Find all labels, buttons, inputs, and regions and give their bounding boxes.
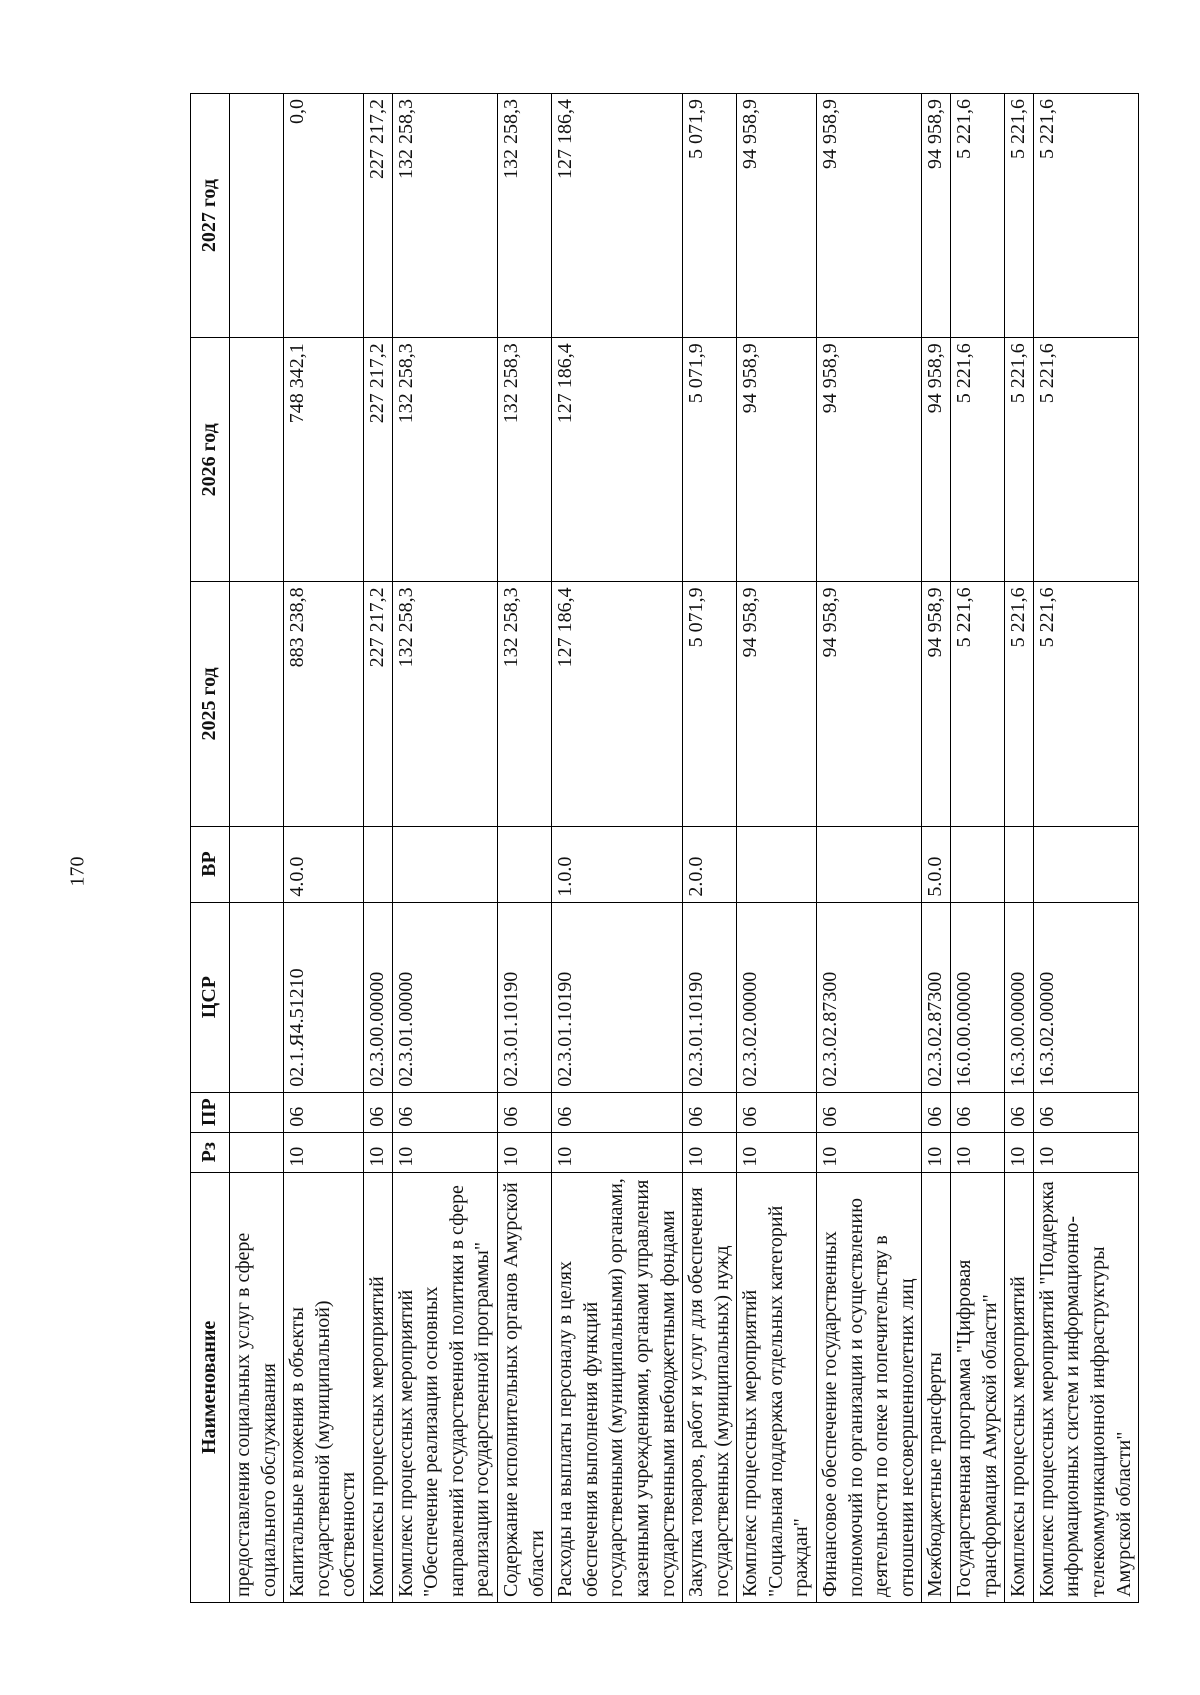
table-row bbox=[1005, 94, 1034, 1603]
cell-y2026: 94 958,9 bbox=[922, 338, 951, 582]
cell-rz: 10 bbox=[392, 1132, 497, 1172]
cell-y2027: 0,0 bbox=[284, 94, 364, 338]
cell-rz: 10 bbox=[1033, 1132, 1138, 1172]
header-pr: ПР bbox=[191, 1092, 230, 1132]
cell-csr: 02.3.00.00000 bbox=[363, 902, 392, 1092]
header-csr: ЦСР bbox=[191, 902, 230, 1092]
budget-sheet bbox=[190, 93, 1135, 1603]
cell-csr: 02.3.01.10190 bbox=[683, 902, 737, 1092]
cell-y2027: 94 958,9 bbox=[817, 94, 922, 338]
cell-vr bbox=[230, 826, 284, 902]
cell-csr: 16.0.00.00000 bbox=[951, 902, 1005, 1092]
cell-rz: 10 bbox=[363, 1132, 392, 1172]
table-row bbox=[737, 94, 817, 1603]
cell-rz: 10 bbox=[497, 1132, 551, 1172]
cell-csr bbox=[230, 902, 284, 1092]
cell-rz: 10 bbox=[1005, 1132, 1034, 1172]
table-row bbox=[1033, 94, 1138, 1603]
cell-csr: 16.3.02.00000 bbox=[1033, 902, 1138, 1092]
cell-vr: 2.0.0 bbox=[683, 826, 737, 902]
cell-vr: 5.0.0 bbox=[922, 826, 951, 902]
cell-y2025: 94 958,9 bbox=[817, 582, 922, 826]
cell-csr: 02.1.Я4.51210 bbox=[284, 902, 364, 1092]
page-number: 170 bbox=[66, 856, 89, 887]
cell-y2027 bbox=[230, 94, 284, 338]
cell-vr bbox=[497, 826, 551, 902]
cell-rz: 10 bbox=[552, 1132, 683, 1172]
cell-y2027: 127 186,4 bbox=[552, 94, 683, 338]
table-row bbox=[683, 94, 737, 1603]
header-2025: 2025 год bbox=[191, 582, 230, 826]
cell-y2027: 5 221,6 bbox=[1033, 94, 1138, 338]
cell-vr bbox=[1033, 826, 1138, 902]
cell-name: Содержание исполнительных органов Амурской области bbox=[497, 1172, 551, 1602]
cell-y2026: 5 221,6 bbox=[951, 338, 1005, 582]
cell-rz bbox=[230, 1132, 284, 1172]
cell-name: Комплекс процессных мероприятий "Поддержка информационных систем и информационно-телекоммуникационной инфраструктуры Амурской области" bbox=[1033, 1172, 1138, 1602]
cell-name: Финансовое обеспечение государственных полномочий по организации и осуществлению деятельности по опеке и попечительству в отношении несовершеннолетних лиц bbox=[817, 1172, 922, 1602]
cell-y2025: 94 958,9 bbox=[922, 582, 951, 826]
cell-pr: 06 bbox=[363, 1092, 392, 1132]
cell-csr: 02.3.02.00000 bbox=[737, 902, 817, 1092]
cell-name: Расходы на выплаты персоналу в целях обеспечения выполнения функций государственными (муниципальными) органами, казенными учреждениями, органами управления государственными внебюджетными фондами bbox=[552, 1172, 683, 1602]
cell-y2027: 132 258,3 bbox=[497, 94, 551, 338]
cell-csr: 16.3.00.00000 bbox=[1005, 902, 1034, 1092]
cell-csr: 02.3.01.10190 bbox=[497, 902, 551, 1092]
table-header-row bbox=[191, 94, 230, 1603]
cell-name: Комплекс процессных мероприятий "Социальная поддержка отдельных категорий граждан" bbox=[737, 1172, 817, 1602]
cell-vr: 1.0.0 bbox=[552, 826, 683, 902]
cell-pr: 06 bbox=[951, 1092, 1005, 1132]
header-rz: Рз bbox=[191, 1132, 230, 1172]
cell-pr: 06 bbox=[1033, 1092, 1138, 1132]
cell-name: Комплекс процессных мероприятий "Обеспечение реализации основных направлений государственной политики в сфере реализации государственной программы" bbox=[392, 1172, 497, 1602]
cell-y2027: 94 958,9 bbox=[922, 94, 951, 338]
cell-y2027: 94 958,9 bbox=[737, 94, 817, 338]
cell-rz: 10 bbox=[284, 1132, 364, 1172]
cell-name: Межбюджетные трансферты bbox=[922, 1172, 951, 1602]
cell-y2026: 5 221,6 bbox=[1005, 338, 1034, 582]
budget-table bbox=[190, 93, 1139, 1603]
cell-y2025: 94 958,9 bbox=[737, 582, 817, 826]
cell-pr: 06 bbox=[683, 1092, 737, 1132]
cell-pr: 06 bbox=[1005, 1092, 1034, 1132]
cell-y2025: 227 217,2 bbox=[363, 582, 392, 826]
cell-vr bbox=[1005, 826, 1034, 902]
cell-vr bbox=[951, 826, 1005, 902]
cell-pr: 06 bbox=[922, 1092, 951, 1132]
cell-y2026: 5 221,6 bbox=[1033, 338, 1138, 582]
cell-y2027: 227 217,2 bbox=[363, 94, 392, 338]
table-row bbox=[552, 94, 683, 1603]
cell-name: предоставления социальных услуг в сфере социального обслуживания bbox=[230, 1172, 284, 1602]
cell-y2026: 227 217,2 bbox=[363, 338, 392, 582]
cell-pr: 06 bbox=[817, 1092, 922, 1132]
cell-y2027: 5 221,6 bbox=[951, 94, 1005, 338]
cell-y2026: 127 186,4 bbox=[552, 338, 683, 582]
cell-y2026: 132 258,3 bbox=[392, 338, 497, 582]
table-row bbox=[363, 94, 392, 1603]
cell-pr: 06 bbox=[552, 1092, 683, 1132]
table-row bbox=[284, 94, 364, 1603]
cell-y2025: 5 221,6 bbox=[1033, 582, 1138, 826]
table-row bbox=[817, 94, 922, 1603]
table-row bbox=[922, 94, 951, 1603]
header-vr: ВР bbox=[191, 826, 230, 902]
cell-y2026: 132 258,3 bbox=[497, 338, 551, 582]
cell-csr: 02.3.02.87300 bbox=[922, 902, 951, 1092]
cell-rz: 10 bbox=[951, 1132, 1005, 1172]
cell-vr bbox=[363, 826, 392, 902]
header-name: Наименование bbox=[191, 1172, 230, 1602]
table-row bbox=[230, 94, 284, 1603]
header-2026: 2026 год bbox=[191, 338, 230, 582]
cell-pr bbox=[230, 1092, 284, 1132]
cell-y2025: 5 071,9 bbox=[683, 582, 737, 826]
cell-name: Комплексы процессных мероприятий bbox=[1005, 1172, 1034, 1602]
cell-pr: 06 bbox=[497, 1092, 551, 1132]
cell-y2027: 132 258,3 bbox=[392, 94, 497, 338]
cell-y2026: 94 958,9 bbox=[817, 338, 922, 582]
cell-y2026: 94 958,9 bbox=[737, 338, 817, 582]
cell-vr bbox=[817, 826, 922, 902]
header-2027: 2027 год bbox=[191, 94, 230, 338]
cell-y2025 bbox=[230, 582, 284, 826]
cell-y2027: 5 071,9 bbox=[683, 94, 737, 338]
cell-vr: 4.0.0 bbox=[284, 826, 364, 902]
cell-y2025: 5 221,6 bbox=[1005, 582, 1034, 826]
cell-rz: 10 bbox=[922, 1132, 951, 1172]
cell-vr bbox=[737, 826, 817, 902]
cell-name: Государственная программа "Цифровая трансформация Амурской области" bbox=[951, 1172, 1005, 1602]
cell-pr: 06 bbox=[737, 1092, 817, 1132]
table-row bbox=[951, 94, 1005, 1603]
cell-rz: 10 bbox=[737, 1132, 817, 1172]
cell-pr: 06 bbox=[392, 1092, 497, 1132]
cell-csr: 02.3.02.87300 bbox=[817, 902, 922, 1092]
cell-rz: 10 bbox=[683, 1132, 737, 1172]
cell-name: Комплексы процессных мероприятий bbox=[363, 1172, 392, 1602]
cell-y2026: 748 342,1 bbox=[284, 338, 364, 582]
table-row bbox=[497, 94, 551, 1603]
cell-y2025: 132 258,3 bbox=[392, 582, 497, 826]
cell-y2025: 5 221,6 bbox=[951, 582, 1005, 826]
cell-y2026: 5 071,9 bbox=[683, 338, 737, 582]
table-row bbox=[392, 94, 497, 1603]
cell-name: Закупка товаров, работ и услуг для обеспечения государственных (муниципальных) нужд bbox=[683, 1172, 737, 1602]
cell-y2027: 5 221,6 bbox=[1005, 94, 1034, 338]
cell-csr: 02.3.01.00000 bbox=[392, 902, 497, 1092]
cell-y2025: 883 238,8 bbox=[284, 582, 364, 826]
cell-name: Капитальные вложения в объекты государственной (муниципальной) собственности bbox=[284, 1172, 364, 1602]
cell-rz: 10 bbox=[817, 1132, 922, 1172]
table-body bbox=[230, 94, 1139, 1603]
cell-pr: 06 bbox=[284, 1092, 364, 1132]
cell-y2026 bbox=[230, 338, 284, 582]
cell-y2025: 127 186,4 bbox=[552, 582, 683, 826]
cell-vr bbox=[392, 826, 497, 902]
cell-y2025: 132 258,3 bbox=[497, 582, 551, 826]
cell-csr: 02.3.01.10190 bbox=[552, 902, 683, 1092]
